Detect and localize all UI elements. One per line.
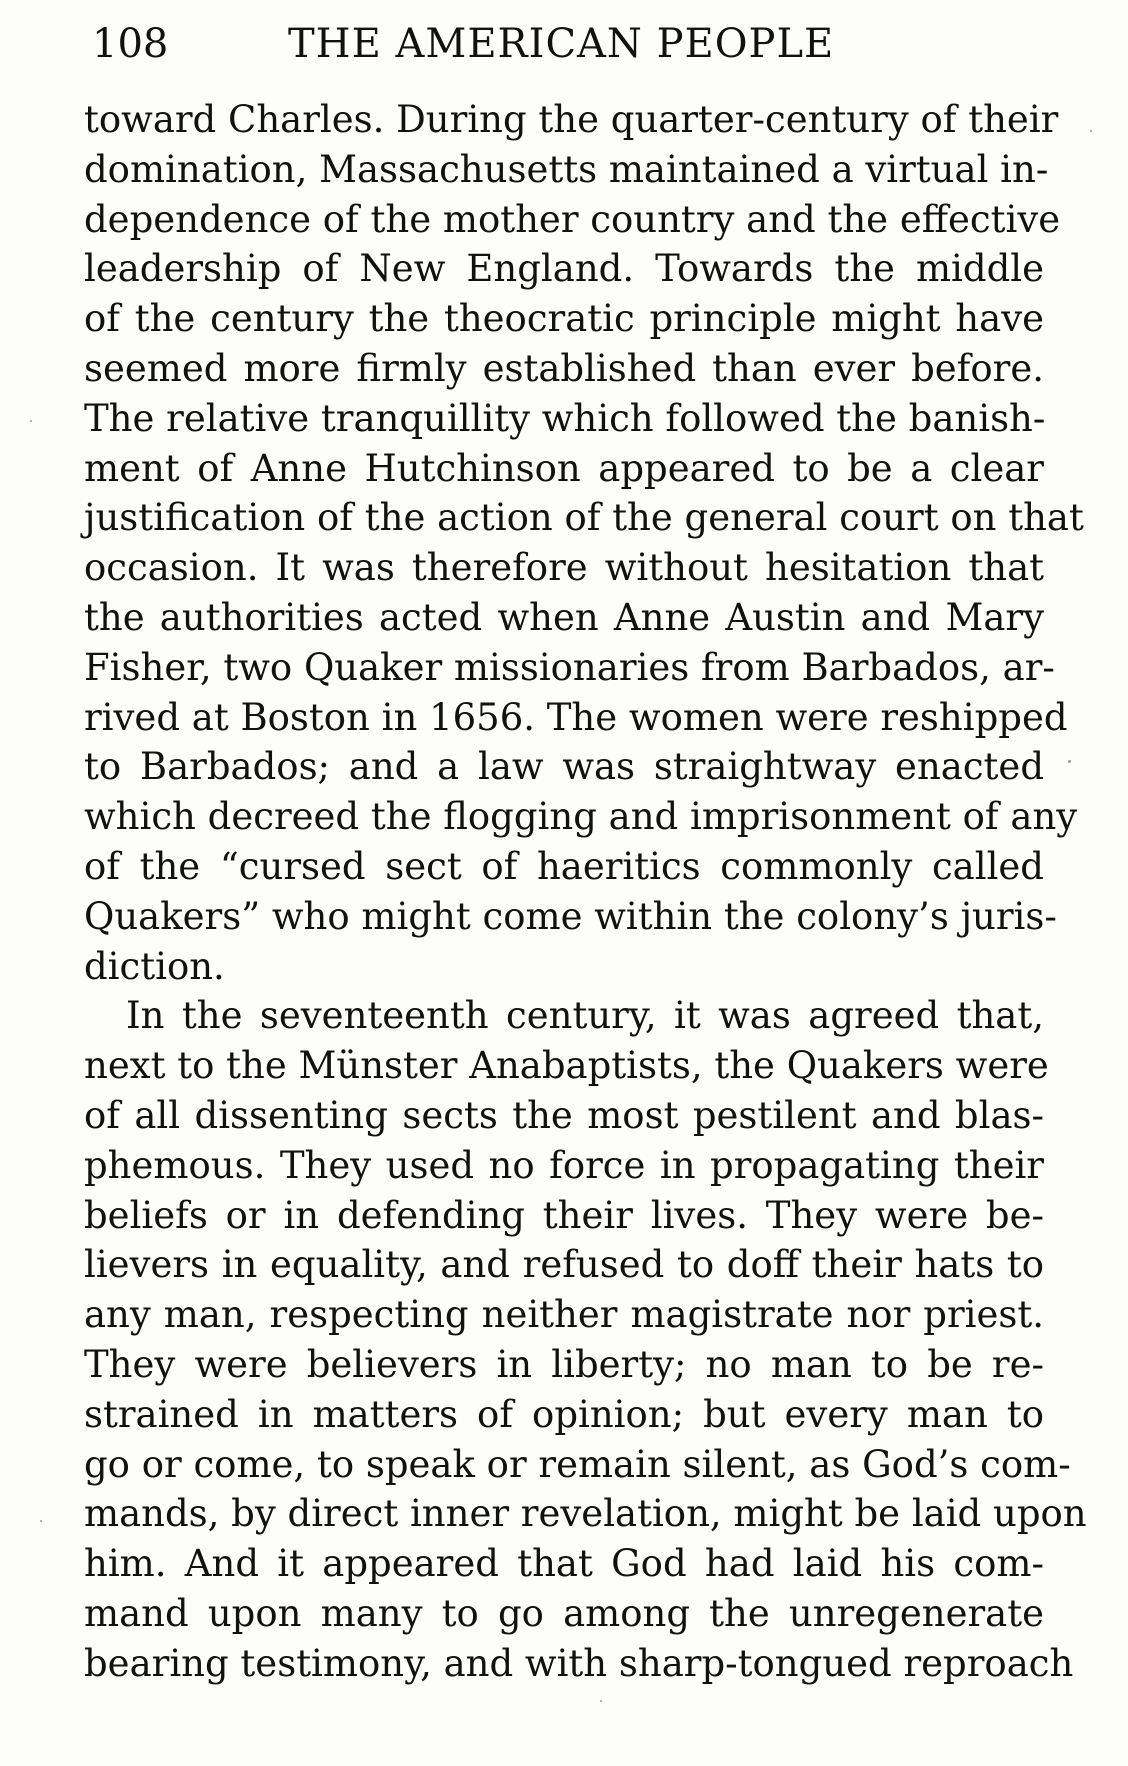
- text-line: domination, Massachusetts maintained a virtual in-: [84, 147, 1049, 191]
- paragraph-1: [84, 95, 1084, 991]
- text-line: occasion. It was therefore without hesitation that: [84, 546, 1044, 590]
- running-head: THE AMERICAN PEOPLE: [288, 21, 835, 67]
- scan-speck: [30, 420, 32, 422]
- text-line: justification of the action of the general court on that: [84, 496, 1084, 540]
- paragraph-2: [84, 991, 1087, 1688]
- text-line: rived at Boston in 1656. The women were reshipped: [84, 695, 1068, 739]
- scan-speck: [600, 1700, 602, 1702]
- scan-speck: [1068, 760, 1071, 763]
- text-line: go or come, to speak or remain silent, as God’s com-: [84, 1442, 1071, 1486]
- text-line: Fisher, two Quaker missionaries from Barbados, ar-: [84, 645, 1055, 689]
- page-number: 108: [92, 21, 169, 67]
- text-line: him. And it appeared that God had laid his com-: [84, 1542, 1044, 1586]
- text-line: of the century the theocratic principle might have: [84, 297, 1044, 341]
- text-line: The relative tranquillity which followed the banish-: [84, 396, 1046, 440]
- page-header: [84, 18, 1044, 70]
- text-line: any man, respecting neither magistrate nor priest.: [84, 1293, 1044, 1337]
- text-line: to Barbados; and a law was straightway enacted: [84, 745, 1044, 789]
- text-line: In the seventeenth century, it was agreed that,: [126, 994, 1044, 1038]
- text-line: strained in matters of opinion; but every man to: [84, 1392, 1044, 1436]
- text-line: seemed more firmly established than ever before.: [84, 346, 1044, 390]
- scan-speck: [40, 1520, 42, 1522]
- text-line: of all dissenting sects the most pestilent and blas-: [84, 1093, 1044, 1137]
- body-text: [84, 95, 1087, 1689]
- text-line: phemous. They used no force in propagating their: [84, 1143, 1044, 1187]
- text-line: bearing testimony, and with sharp-tongued reproach: [84, 1641, 1074, 1685]
- text-line: They were believers in liberty; no man to be re-: [84, 1342, 1044, 1386]
- scan-speck: [1090, 130, 1092, 132]
- text-line: which decreed the flogging and imprisonment of any: [84, 795, 1078, 839]
- text-line: mands, by direct inner revelation, might be laid upon: [84, 1492, 1087, 1536]
- text-line: mand upon many to go among the unregenerate: [84, 1591, 1044, 1635]
- text-line: diction.: [84, 944, 225, 988]
- text-line: next to the Münster Anabaptists, the Quakers were: [84, 1044, 1049, 1088]
- text-line: beliefs or in defending their lives. They were be-: [84, 1193, 1044, 1237]
- text-line: lievers in equality, and refused to doff their hats to: [84, 1243, 1044, 1287]
- text-line: leadership of New England. Towards the middle: [84, 247, 1044, 291]
- text-line: toward Charles. During the quarter-century of their: [84, 98, 1059, 141]
- text-line: Quakers” who might come within the colony’s juris-: [84, 894, 1057, 938]
- text-line: the authorities acted when Anne Austin and Mary: [84, 595, 1044, 639]
- text-line: of the “cursed sect of haeritics commonly called: [84, 844, 1044, 888]
- text-line: ment of Anne Hutchinson appeared to be a clear: [84, 446, 1044, 490]
- text-line: dependence of the mother country and the effective: [84, 197, 1061, 241]
